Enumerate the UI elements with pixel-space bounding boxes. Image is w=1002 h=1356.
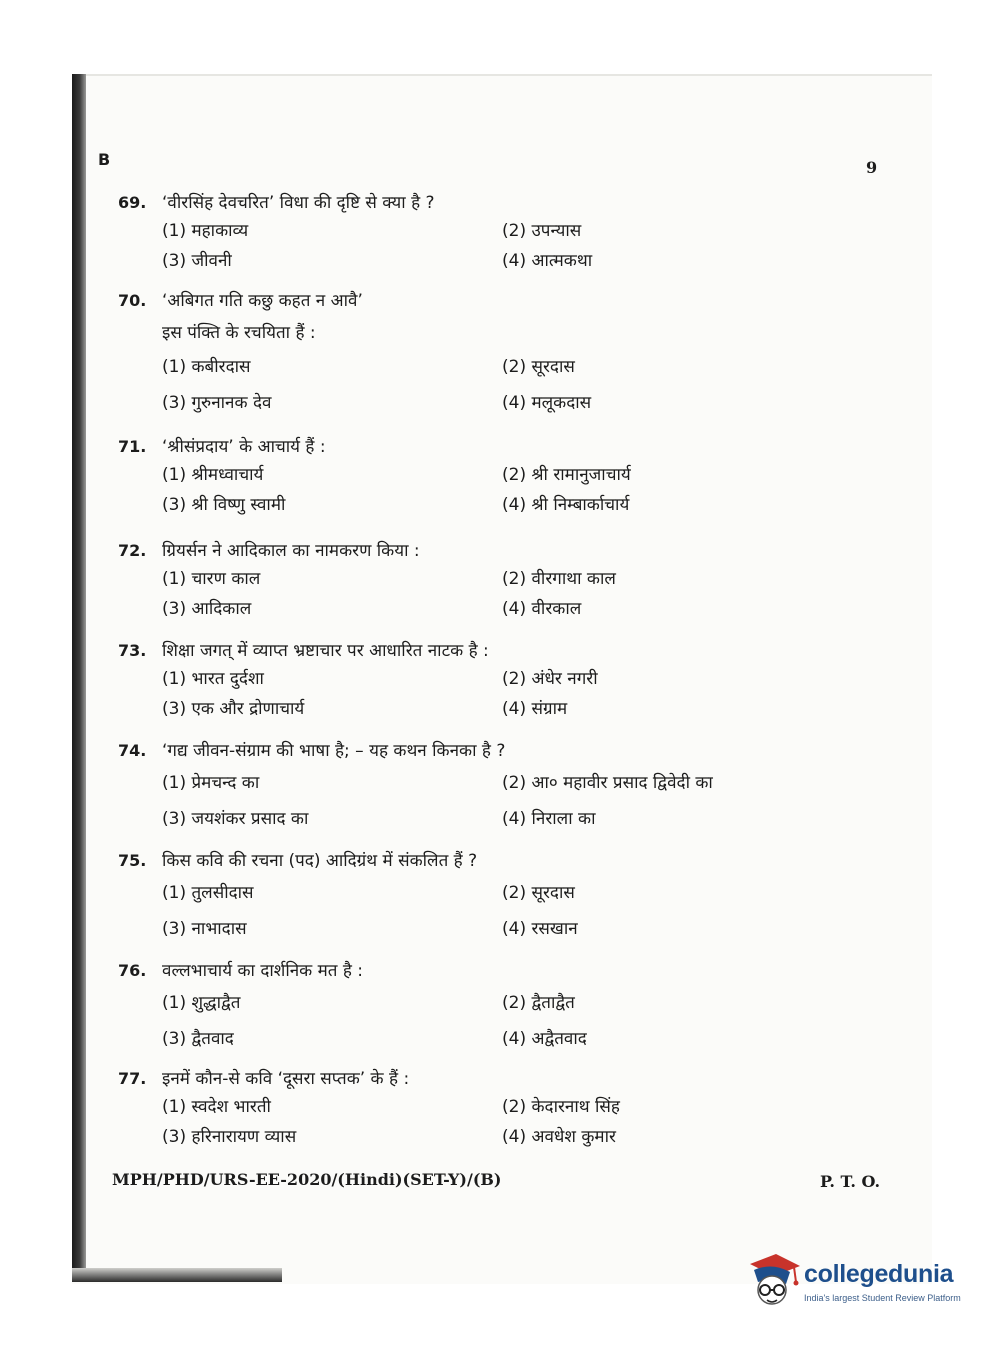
page-binding-shadow bbox=[72, 74, 86, 1282]
option-4: (4) मलूकदास bbox=[502, 393, 592, 413]
option-1: (1) शुद्धाद्वैत bbox=[162, 993, 241, 1013]
question-text: वल्लभाचार्य का दार्शनिक मत है : bbox=[162, 961, 364, 981]
option-1: (1) स्वदेश भारती bbox=[162, 1097, 271, 1117]
please-turn-over: P. T. O. bbox=[820, 1172, 881, 1191]
logo-wordmark: collegedunia bbox=[804, 1260, 954, 1288]
logo-tagline: India's largest Student Review Platform bbox=[804, 1293, 961, 1303]
option-4: (4) अद्वैतवाद bbox=[502, 1029, 587, 1049]
option-1: (1) महाकाव्य bbox=[162, 221, 249, 241]
question-text: इनमें कौन-से कवि ‘दूसरा सप्तक’ के हैं : bbox=[162, 1069, 410, 1089]
question-74 bbox=[118, 738, 898, 830]
question-number: 76. bbox=[118, 961, 147, 980]
options-grid bbox=[162, 220, 898, 272]
question-text: ‘गद्य जीवन-संग्राम की भाषा है; – यह कथन किनका है ? bbox=[162, 741, 506, 761]
options-grid bbox=[162, 356, 898, 414]
question-72 bbox=[118, 538, 898, 620]
question-76 bbox=[118, 958, 898, 1050]
booklet-series-mark: B bbox=[98, 150, 111, 169]
question-text: ‘अबिगत गति कछु कहत न आवै’ bbox=[162, 291, 363, 311]
page-number: 9 bbox=[866, 158, 878, 177]
option-4: (4) निराला का bbox=[502, 809, 596, 829]
question-text: ‘वीरसिंह देवचरित’ विधा की दृष्टि से क्या है ? bbox=[162, 193, 435, 213]
question-number: 74. bbox=[118, 741, 147, 760]
question-text: शिक्षा जगत् में व्याप्त भ्रष्टाचार पर आधारित नाटक है : bbox=[162, 641, 489, 661]
question-75 bbox=[118, 848, 898, 940]
question-77 bbox=[118, 1066, 898, 1148]
option-3: (3) हरिनारायण व्यास bbox=[162, 1127, 297, 1147]
options-grid bbox=[162, 992, 898, 1050]
option-4: (4) रसखान bbox=[502, 919, 578, 939]
option-4: (4) संग्राम bbox=[502, 699, 568, 719]
options-grid bbox=[162, 568, 898, 620]
question-text: ग्रियर्सन ने आदिकाल का नामकरण किया : bbox=[162, 541, 420, 561]
option-3: (3) जीवनी bbox=[162, 251, 232, 271]
question-number: 69. bbox=[118, 193, 147, 212]
option-2: (2) उपन्यास bbox=[502, 221, 582, 241]
option-4: (4) वीरकाल bbox=[502, 599, 582, 619]
option-2: (2) सूरदास bbox=[502, 357, 575, 377]
options-grid bbox=[162, 464, 898, 516]
option-4: (4) अवधेश कुमार bbox=[502, 1127, 616, 1147]
question-number: 77. bbox=[118, 1069, 147, 1088]
option-2: (2) द्वैताद्वैत bbox=[502, 993, 575, 1013]
option-3: (3) नाभादास bbox=[162, 919, 247, 939]
collegedunia-watermark bbox=[742, 1252, 972, 1312]
mascot-icon bbox=[742, 1252, 802, 1312]
option-2: (2) आ० महावीर प्रसाद द्विवेदी का bbox=[502, 773, 713, 793]
option-1: (1) भारत दुर्दशा bbox=[162, 669, 264, 689]
option-3: (3) एक और द्रोणाचार्य bbox=[162, 699, 305, 719]
question-text: ‘श्रीसंप्रदाय’ के आचार्य हैं : bbox=[162, 437, 326, 457]
options-grid bbox=[162, 668, 898, 720]
option-2: (2) श्री रामानुजाचार्य bbox=[502, 465, 631, 485]
option-2: (2) वीरगाथा काल bbox=[502, 569, 616, 589]
option-1: (1) तुलसीदास bbox=[162, 883, 254, 903]
option-1: (1) श्रीमध्वाचार्य bbox=[162, 465, 264, 485]
option-3: (3) जयशंकर प्रसाद का bbox=[162, 809, 309, 829]
question-73 bbox=[118, 638, 898, 720]
question-71 bbox=[118, 434, 898, 516]
option-2: (2) अंधेर नगरी bbox=[502, 669, 598, 689]
option-1: (1) प्रेमचन्द का bbox=[162, 773, 260, 793]
question-70 bbox=[118, 288, 898, 414]
options-grid bbox=[162, 772, 898, 830]
question-number: 73. bbox=[118, 641, 147, 660]
option-3: (3) श्री विष्णु स्वामी bbox=[162, 495, 286, 515]
option-1: (1) कबीरदास bbox=[162, 357, 251, 377]
question-subtext: इस पंक्ति के रचयिता हैं : bbox=[162, 323, 316, 343]
options-grid bbox=[162, 882, 898, 940]
option-2: (2) सूरदास bbox=[502, 883, 575, 903]
exam-code: MPH/PHD/URS-EE-2020/(Hindi)(SET-Y)/(B) bbox=[112, 1170, 502, 1189]
option-3: (3) गुरुनानक देव bbox=[162, 393, 272, 413]
option-3: (3) आदिकाल bbox=[162, 599, 252, 619]
option-3: (3) द्वैतवाद bbox=[162, 1029, 234, 1049]
question-number: 72. bbox=[118, 541, 147, 560]
question-number: 75. bbox=[118, 851, 147, 870]
question-69 bbox=[118, 190, 898, 272]
option-1: (1) चारण काल bbox=[162, 569, 261, 589]
options-grid bbox=[162, 1096, 898, 1148]
option-4: (4) श्री निम्बार्काचार्य bbox=[502, 495, 630, 515]
option-4: (4) आत्मकथा bbox=[502, 251, 593, 271]
question-text: किस कवि की रचना (पद) आदिग्रंथ में संकलित हैं ? bbox=[162, 851, 478, 871]
page-bottom-edge-shadow bbox=[72, 1268, 282, 1282]
question-number: 70. bbox=[118, 291, 147, 310]
option-2: (2) केदारनाथ सिंह bbox=[502, 1097, 620, 1117]
question-number: 71. bbox=[118, 437, 147, 456]
